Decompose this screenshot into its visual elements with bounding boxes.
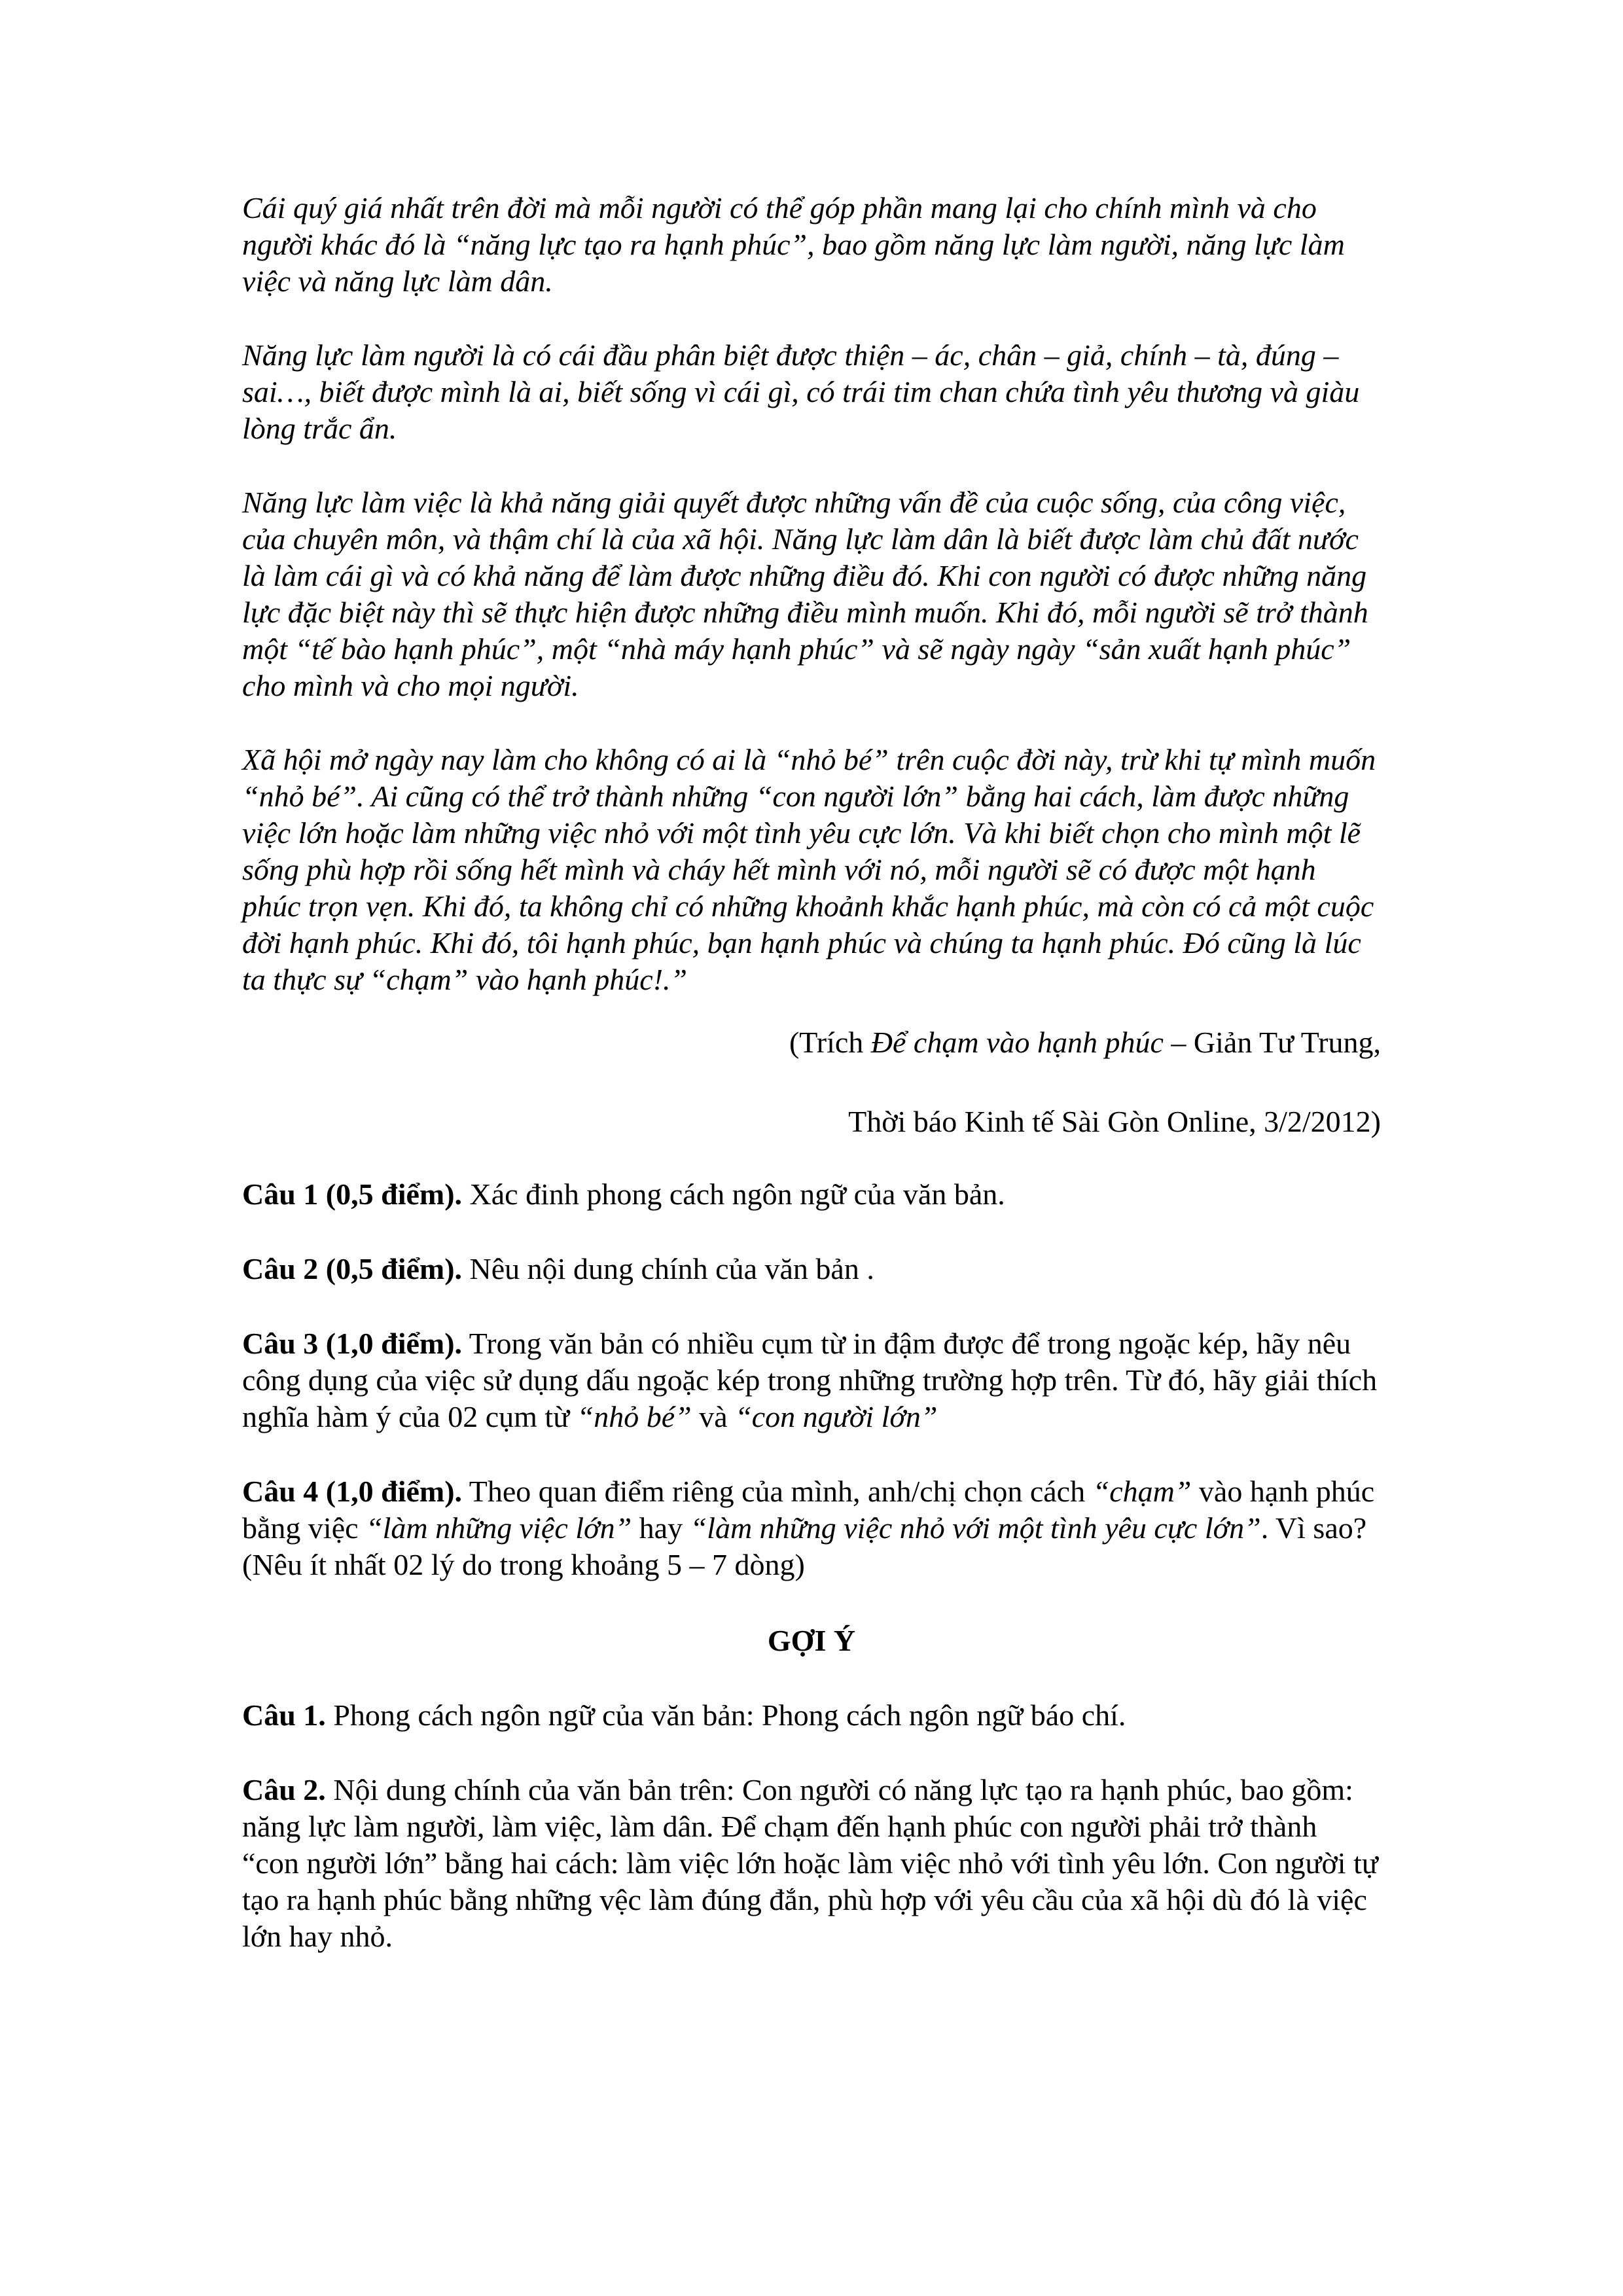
question-4-term-1: “chạm” — [1092, 1475, 1192, 1508]
source-prefix: (Trích — [789, 1026, 871, 1059]
question-4-text-4: . Vì sao? (Nêu ít nhất 02 lý do trong khoảng 5 – 7 dòng) — [242, 1511, 1367, 1581]
question-2-text: Nêu nội dung chính của văn bản . — [462, 1252, 874, 1285]
question-4-term-2: “làm những việc lớn” — [366, 1511, 632, 1545]
question-2-label: Câu 2 (0,5 điểm). — [242, 1252, 463, 1285]
question-1 — [242, 1176, 1381, 1213]
question-4-text-3: hay — [632, 1511, 690, 1545]
question-3-conjunction: và — [691, 1400, 736, 1433]
passage-paragraph-3: Năng lực làm việc là khả năng giải quyết được những vấn đề của cuộc sống, của công việc, của chuyên môn, và thậm chí là của xã hội. Năng lực làm dân là biết được làm chủ đất nước là làm cái gì và có khả năng để làm được những điều đó. Khi con người có được những năng lực đặc biệt này thì sẽ thực hiện được những điều mình muốn. Khi đó, mỗi người sẽ trở thành một “tế bào hạnh phúc”, một “nhà máy hạnh phúc” và sẽ ngày ngày “sản xuất hạnh phúc” cho mình và cho mọi người. — [242, 486, 1368, 702]
question-3-label: Câu 3 (1,0 điểm). — [242, 1327, 463, 1360]
answer-2-text: Nội dung chính của văn bản trên: Con người có năng lực tạo ra hạnh phúc, bao gồm: năng lực làm người, làm việc, làm dân. Để chạm đến hạnh phúc con người phải trở thành “con người lớn” bằng hai cách: làm việc lớn hoặc làm việc nhỏ với tình yêu lớn. Con người tự tạo ra hạnh phúc bằng những vệc làm đúng đắn, phù hợp với yêu cầu của xã hội dù đó là việc lớn hay nhỏ. — [242, 1773, 1378, 1953]
answer-1-label: Câu 1. — [242, 1698, 326, 1732]
question-3-term-2: “con người lớn” — [735, 1400, 938, 1433]
source-citation-line-2: Thời báo Kinh tế Sài Gòn Online, 3/2/2012) — [848, 1105, 1381, 1138]
source-author: – Giản Tư Trung, — [1163, 1026, 1381, 1059]
passage-paragraph-1: Cái quý giá nhất trên đời mà mỗi người có thể góp phần mang lại cho chính mình và cho người khác đó là “năng lực tạo ra hạnh phúc”, bao gồm năng lực làm người, năng lực làm việc và năng lực làm dân. — [242, 191, 1345, 298]
answer-1 — [242, 1697, 1381, 1734]
question-4 — [242, 1473, 1381, 1583]
source-citation-line-1 — [242, 1024, 1381, 1061]
passage-paragraph-2: Năng lực làm người là có cái đầu phân biệt được thiện – ác, chân – giả, chính – tà, đúng – sai…, biết được mình là ai, biết sống vì cái gì, có trái tim chan chứa tình yêu thương và giàu lòng trắc ẩn. — [242, 338, 1360, 445]
question-2 — [242, 1251, 1381, 1287]
document-page — [242, 190, 1381, 1955]
passage-paragraph-4: Xã hội mở ngày nay làm cho không có ai là “nhỏ bé” trên cuộc đời này, trừ khi tự mình muốn “nhỏ bé”. Ai cũng có thể trở thành những “con người lớn” bằng hai cách, làm được những việc lớn hoặc làm những việc nhỏ với một tình yêu cực lớn. Và khi biết chọn cho mình một lẽ sống phù hợp rồi sống hết mình và cháy hết mình với nó, mỗi người sẽ có được một hạnh phúc trọn vẹn. Khi đó, ta không chỉ có những khoảnh khắc hạnh phúc, mà còn có cả một cuộc đời hạnh phúc. Khi đó, tôi hạnh phúc, bạn hạnh phúc và chúng ta hạnh phúc. Đó cũng là lúc ta thực sự “chạm” vào hạnh phúc!.” — [242, 743, 1376, 996]
question-4-term-3: “làm những việc nhỏ với một tình yêu cực lớn” — [690, 1511, 1261, 1545]
question-4-text-2: vào hạnh phúc bằng việc — [242, 1475, 1375, 1545]
question-1-label: Câu 1 (0,5 điểm). — [242, 1177, 463, 1211]
answer-2 — [242, 1772, 1381, 1955]
question-3 — [242, 1325, 1381, 1435]
question-1-text: Xác đinh phong cách ngôn ngữ của văn bản. — [462, 1177, 1005, 1211]
question-4-text-1: Theo quan điểm riêng của mình, anh/chị chọn cách — [462, 1475, 1093, 1508]
hint-heading: GỢI Ý — [767, 1624, 856, 1657]
answer-2-label: Câu 2. — [242, 1773, 326, 1806]
question-4-label: Câu 4 (1,0 điểm). — [242, 1475, 463, 1508]
source-title: Để chạm vào hạnh phúc — [870, 1026, 1164, 1059]
answer-1-text: Phong cách ngôn ngữ của văn bản: Phong cách ngôn ngữ báo chí. — [325, 1698, 1126, 1732]
question-3-text: Trong văn bản có nhiều cụm từ in đậm được để trong ngoặc kép, hãy nêu công dụng của việc sử dụng dấu ngoặc kép trong những trường hợp trên. Từ đó, hãy giải thích nghĩa hàm ý của 02 cụm từ — [242, 1327, 1378, 1433]
question-3-term-1: “nhỏ bé” — [577, 1400, 692, 1433]
